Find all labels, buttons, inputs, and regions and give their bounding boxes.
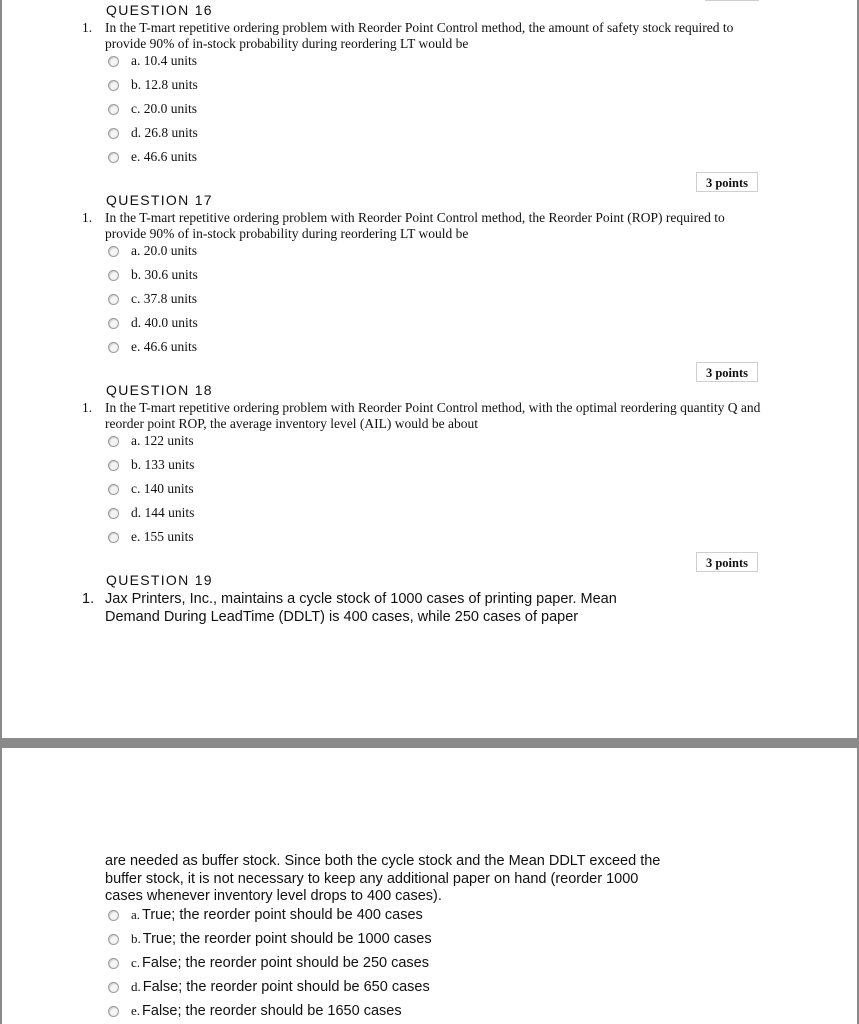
radio-icon[interactable] — [108, 318, 119, 329]
option-label: a. 20.0 units — [131, 243, 197, 258]
radio-icon[interactable] — [108, 934, 119, 945]
page-lower — [0, 748, 859, 1024]
radio-icon[interactable] — [108, 982, 119, 993]
question-18-option-a[interactable] — [108, 433, 194, 449]
question-19-option-b[interactable] — [108, 931, 432, 947]
question-19-heading: QUESTION 19 — [106, 572, 213, 588]
option-label: e. 46.6 units — [131, 339, 197, 354]
question-17-option-d[interactable] — [108, 315, 198, 331]
radio-icon[interactable] — [108, 128, 119, 139]
question-17-option-b[interactable] — [108, 267, 198, 283]
question-17-text: In the T-mart repetitive ordering problem with Reorder Point Control method, the Reorder Point (ROP) required to provide 90% of in-stock probability during reordering LT would be — [105, 210, 725, 241]
question-17-option-c[interactable] — [108, 291, 197, 307]
radio-icon[interactable] — [108, 532, 119, 543]
question-19-text-part1: Jax Printers, Inc., maintains a cycle stock of 1000 cases of printing paper. Mean Demand During LeadTime (DDLT) is 400 cases, while 250 cases of paper — [105, 591, 617, 625]
question-18-option-e[interactable] — [108, 529, 194, 545]
question-16-option-e[interactable] — [108, 149, 197, 165]
question-18-heading: QUESTION 18 — [106, 382, 213, 398]
question-16-option-b[interactable] — [108, 77, 198, 93]
radio-icon[interactable] — [108, 436, 119, 447]
question-18-number: 1. — [82, 400, 93, 415]
radio-icon[interactable] — [108, 56, 119, 67]
question-19-option-d[interactable] — [108, 979, 430, 995]
radio-icon[interactable] — [108, 270, 119, 281]
radio-icon[interactable] — [108, 294, 119, 305]
question-17-points: 3 points — [696, 362, 758, 382]
question-17-heading: QUESTION 17 — [106, 192, 213, 208]
question-16-option-a[interactable] — [108, 53, 197, 69]
option-label: b. 30.6 units — [131, 267, 198, 282]
option-label: d. 26.8 units — [131, 125, 198, 140]
option-label: False; the reorder should be 1650 cases — [142, 1003, 402, 1019]
question-19-text-part2: are needed as buffer stock. Since both the cycle stock and the Mean DDLT exceed the buffer stock, it is not necessary to keep any additional paper on hand (reorder 1000 cases whenever inventory level drops to 400 cases). — [105, 853, 661, 904]
radio-icon[interactable] — [108, 152, 119, 163]
radio-icon[interactable] — [108, 910, 119, 921]
question-17-number: 1. — [82, 210, 93, 225]
question-18-option-d[interactable] — [108, 505, 194, 521]
question-16-option-c[interactable] — [108, 101, 197, 117]
option-label: a. 122 units — [131, 433, 194, 448]
question-17-option-a[interactable] — [108, 243, 197, 259]
radio-icon[interactable] — [108, 1006, 119, 1017]
option-letter: a. — [131, 907, 141, 922]
points-box-edge — [705, 0, 759, 1]
question-19-number: 1. — [82, 591, 95, 607]
question-18-text: In the T-mart repetitive ordering problem with Reorder Point Control method, with the optimal reordering quantity Q and reorder point ROP, the average inventory level (AIL) would be about — [105, 400, 761, 431]
radio-icon[interactable] — [108, 246, 119, 257]
option-label: False; the reorder point should be 650 cases — [142, 979, 430, 995]
question-16-option-d[interactable] — [108, 125, 198, 141]
question-19-option-c[interactable] — [108, 955, 429, 971]
option-label: d. 144 units — [131, 505, 195, 520]
question-16-number: 1. — [82, 20, 93, 35]
option-label: e. 46.6 units — [131, 149, 197, 164]
option-label: b. 12.8 units — [131, 77, 198, 92]
option-label: True; the reorder point should be 400 cases — [142, 907, 423, 923]
option-label: True; the reorder point should be 1000 cases — [142, 931, 432, 947]
radio-icon[interactable] — [108, 484, 119, 495]
question-18-points: 3 points — [696, 552, 758, 572]
option-label: e. 155 units — [131, 529, 194, 544]
question-19-option-a[interactable] — [108, 907, 423, 923]
question-16-text: In the T-mart repetitive ordering problem with Reorder Point Control method, the amount of safety stock required to provide 90% of in-stock probability during reordering LT would be — [105, 20, 734, 51]
radio-icon[interactable] — [108, 104, 119, 115]
option-label: False; the reorder point should be 250 cases — [142, 955, 429, 971]
question-16-heading: QUESTION 16 — [106, 2, 213, 18]
question-19-option-e[interactable] — [108, 1003, 402, 1019]
option-letter: c. — [131, 955, 141, 970]
option-label: a. 10.4 units — [131, 53, 197, 68]
question-17-option-e[interactable] — [108, 339, 197, 355]
radio-icon[interactable] — [108, 80, 119, 91]
option-label: c. 20.0 units — [131, 101, 197, 116]
option-letter: d. — [131, 979, 141, 994]
radio-icon[interactable] — [108, 460, 119, 471]
option-label: c. 37.8 units — [131, 291, 197, 306]
question-16-points: 3 points — [696, 172, 758, 192]
option-letter: e. — [131, 1003, 141, 1018]
radio-icon[interactable] — [108, 508, 119, 519]
radio-icon[interactable] — [108, 342, 119, 353]
option-label: b. 133 units — [131, 457, 195, 472]
question-18-option-b[interactable] — [108, 457, 194, 473]
option-label: d. 40.0 units — [131, 315, 198, 330]
question-18-option-c[interactable] — [108, 481, 194, 497]
option-letter: b. — [131, 931, 141, 946]
radio-icon[interactable] — [108, 958, 119, 969]
option-label: c. 140 units — [131, 481, 194, 496]
page-separator — [0, 738, 859, 748]
